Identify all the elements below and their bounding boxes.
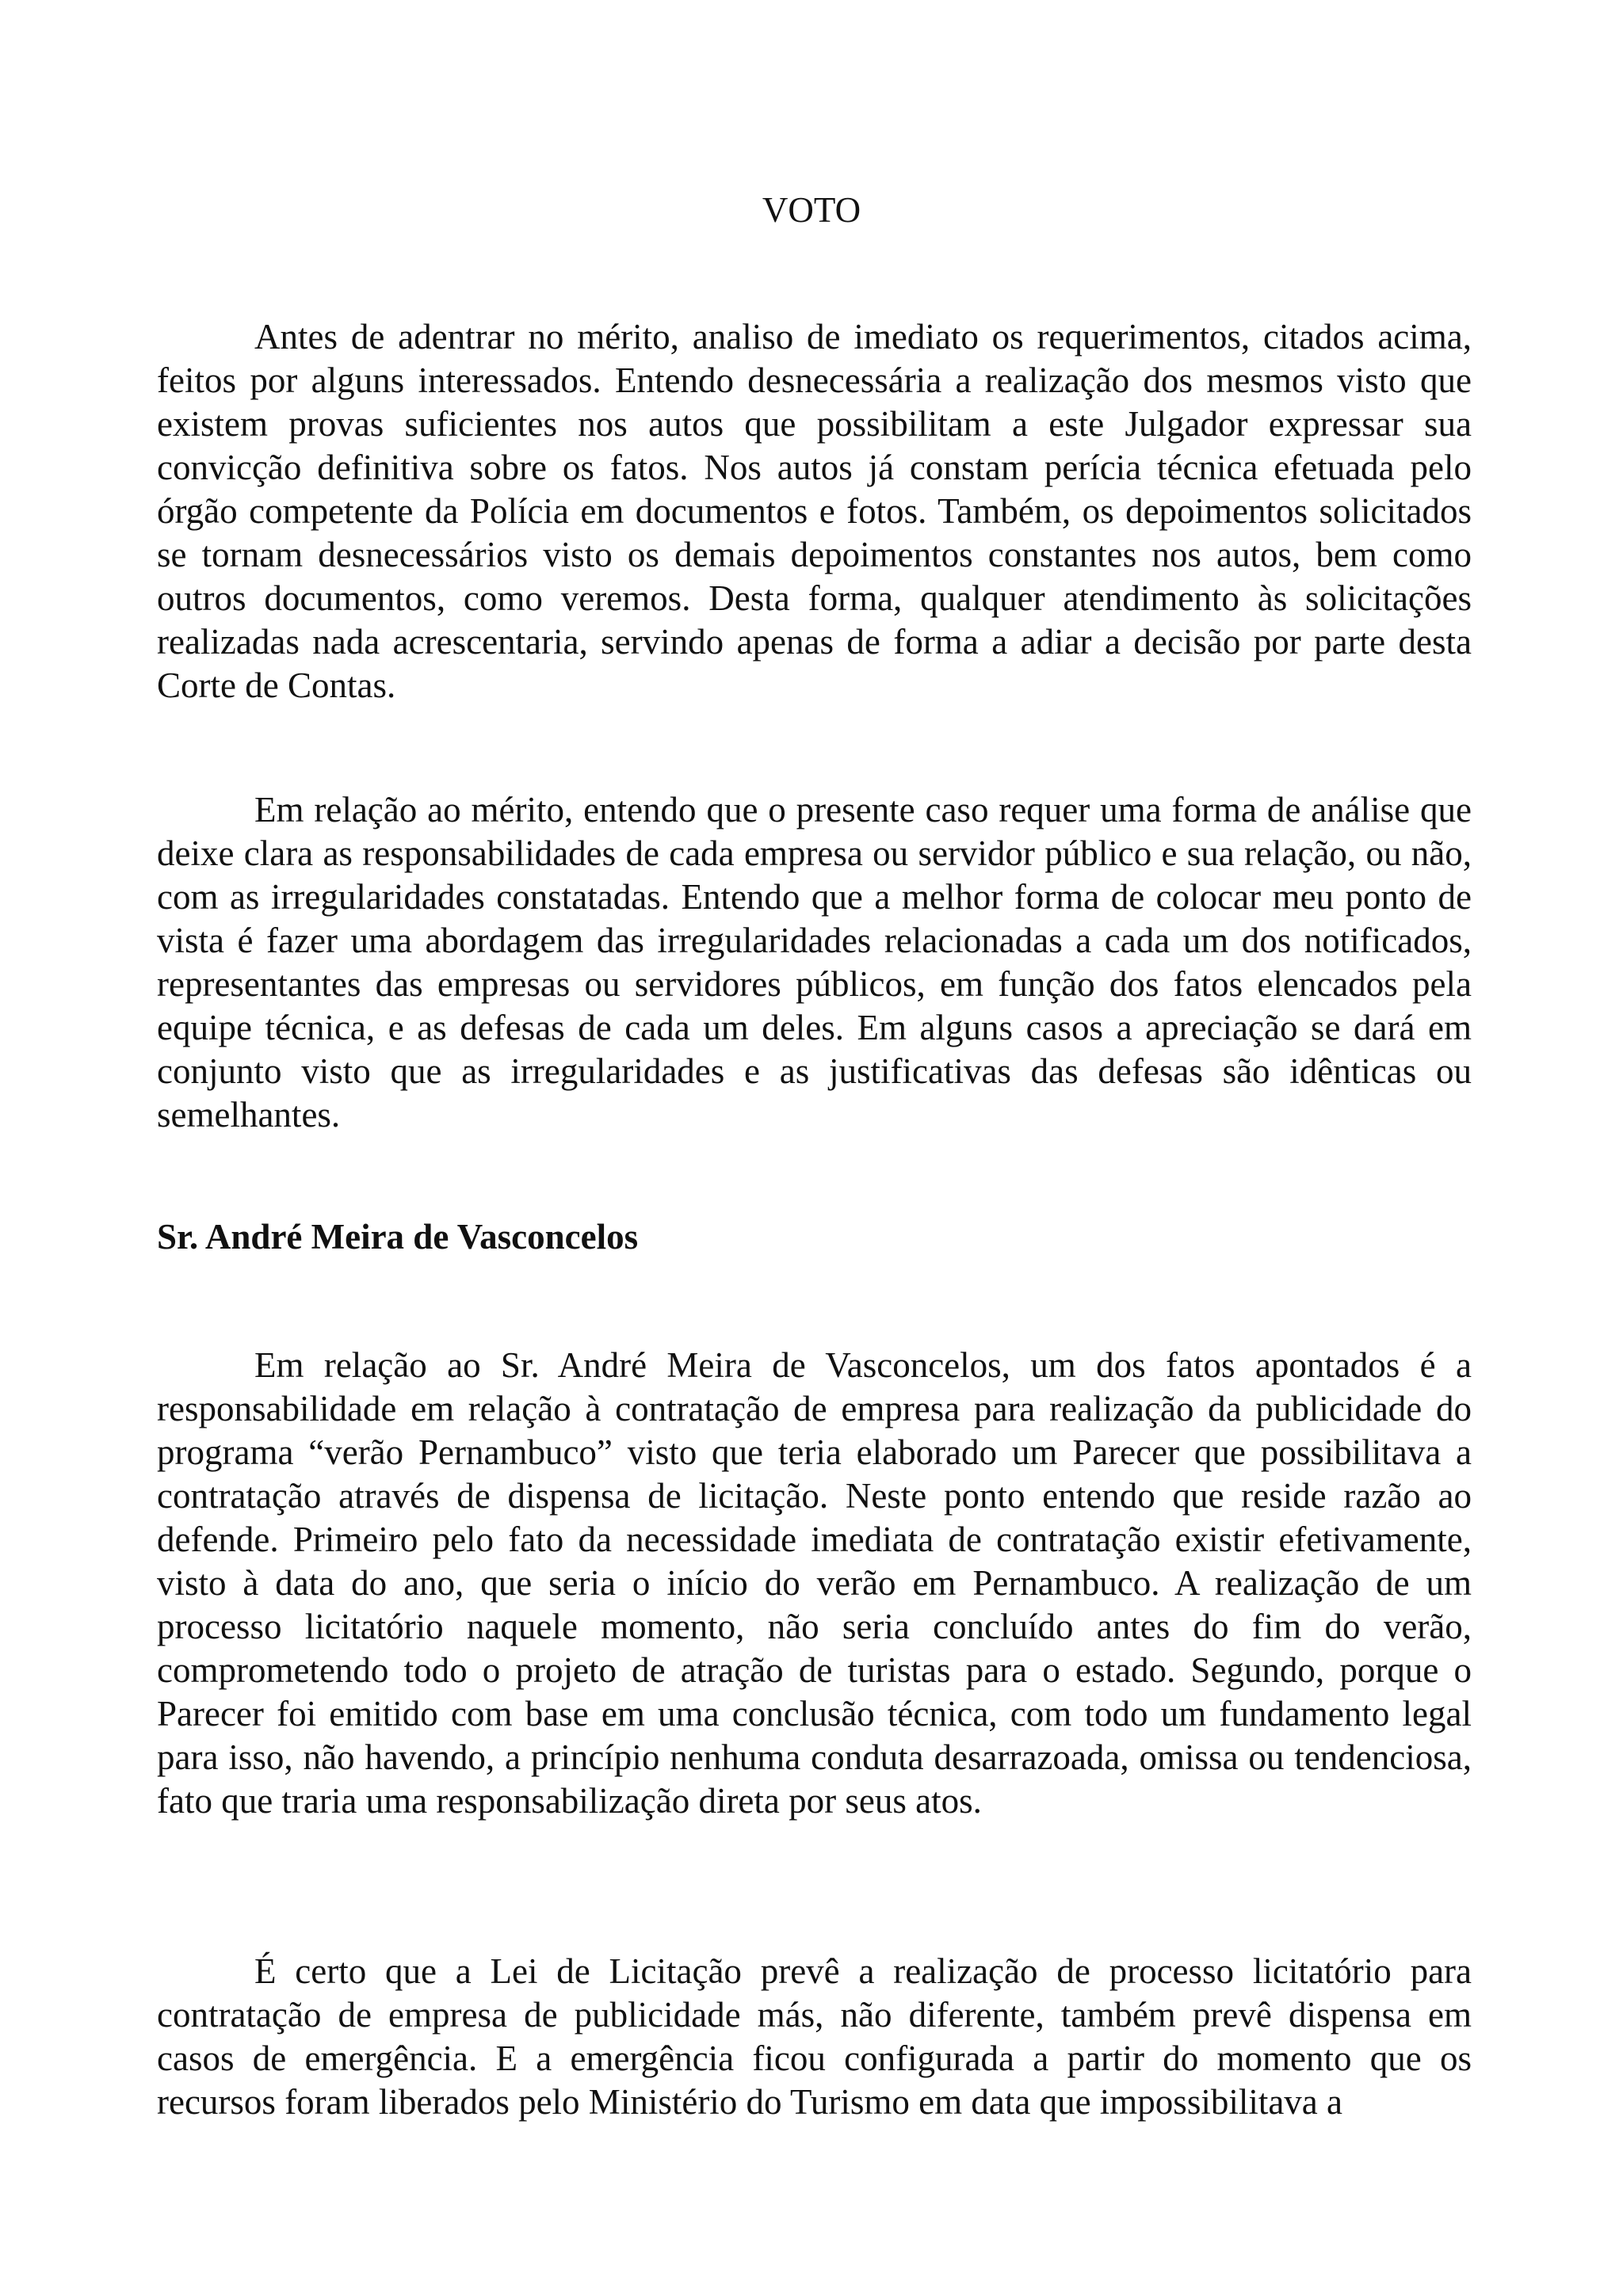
paragraph-merit: Em relação ao mérito, entendo que o presente caso requer uma forma de análise que deixe clara as responsabilidades de cada empresa ou servidor público e sua relação, ou não, com as irregularidades constatadas. Entendo que a melhor forma de colocar meu ponto de vista é fazer uma abordagem das irregularidades relacionadas a cada um dos notificados, representantes das empresas ou servidores públicos, em função dos fatos elencados pela equipe técnica, e as defesas de cada um deles. Em alguns casos a apreciação se dará em conjunto visto que as irregularidades e as justificativas das defesas são idênticas ou semelhantes. — [157, 790, 1472, 1135]
paragraph-section-2: É certo que a Lei de Licitação prevê a realização de processo licitatório para contratação de empresa de publicidade más, não diferente, também prevê dispensa em casos de emergência. E a emergência ficou configurada a partir do momento que os recursos foram liberados pelo Ministério do Turismo em data que impossibilitava a — [157, 1951, 1472, 2122]
paragraph-section-1: Em relação ao Sr. André Meira de Vasconcelos, um dos fatos apontados é a responsabilidade em relação à contratação de empresa para realização da publicidade do programa “verão Pernambuco” visto que teria elaborado um Parecer que possibilitava a contratação através de dispensa de licitação. Neste ponto entendo que reside razão ao defende. Primeiro pelo fato da necessidade imediata de contratação existir efetivamente, visto à data do ano, que seria o início do verão em Pernambuco. A realização de um processo licitatório naquele momento, não seria concluído antes do fim do verão, comprometendo todo o projeto de atração de turistas para o estado. Segundo, porque o Parecer foi emitido com base em uma conclusão técnica, com todo um fundamento legal para isso, não havendo, a princípio nenhuma conduta desarrazoada, omissa ou tendenciosa, fato que traria uma responsabilização direta por seus atos. — [157, 1345, 1472, 1821]
paragraph-preliminary: Antes de adentrar no mérito, analiso de imediato os requerimentos, citados acima, feitos por alguns interessados. Entendo desnecessária a realização dos mesmos visto que existem provas suficientes nos autos que possibilitam a este Julgador expressar sua convicção definitiva sobre os fatos. Nos autos já constam perícia técnica efetuada pelo órgão competente da Polícia em documentos e fotos. Também, os depoimentos solicitados se tornam desnecessários visto os demais depoimentos constantes nos autos, bem como outros documentos, como veremos. Desta forma, qualquer atendimento às solicitações realizadas nada acrescentaria, servindo apenas de forma a adiar a decisão por parte desta Corte de Contas. — [157, 317, 1472, 705]
document-title: VOTO — [762, 190, 861, 230]
section-heading: Sr. André Meira de Vasconcelos — [157, 1217, 639, 1257]
